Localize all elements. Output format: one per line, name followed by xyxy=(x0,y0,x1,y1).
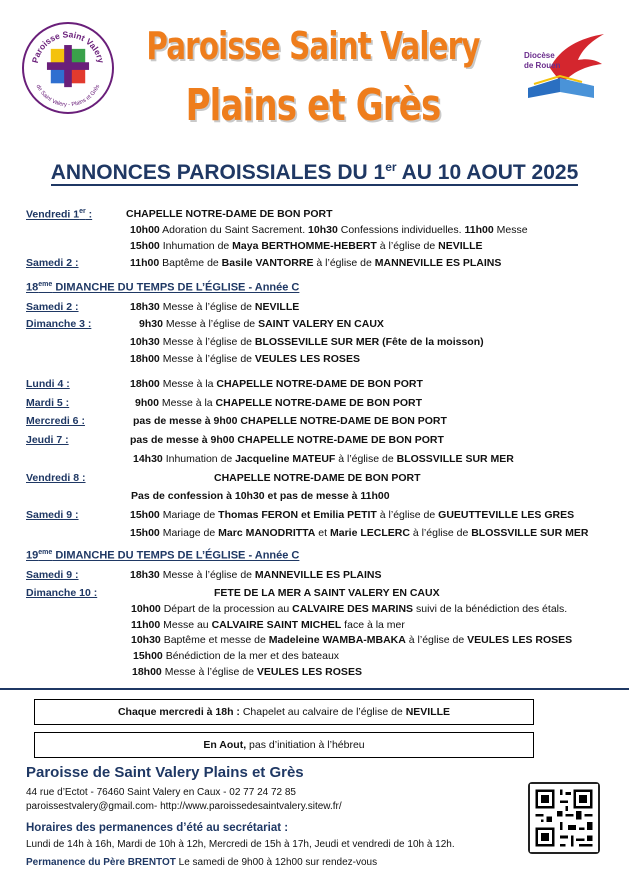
announcement-row xyxy=(0,434,629,449)
footer-title: Paroisse de Saint Valery Plains et Grès xyxy=(26,764,304,781)
box2-text: pas d’initiation à l’hébreu xyxy=(246,739,365,751)
announcement-emphasis: Pas de confession à 10h30 et pas de messe à 11h00 xyxy=(131,490,390,502)
announcement-row xyxy=(0,587,629,602)
parish-logo-icon xyxy=(22,22,114,114)
announcement-emphasis: Thomas FERON et Emilia PETIT xyxy=(218,509,377,521)
announcement-emphasis: CHAPELLE NOTRE-DAME DE BON PORT xyxy=(126,208,333,220)
footer-contact[interactable]: paroissestvalery@gmail.com- http://www.paroissedesaintvalery.sitew.fr/ xyxy=(26,801,342,812)
box1-place: NEVILLE xyxy=(405,706,451,718)
announcement-emphasis: 15h00 xyxy=(130,527,160,539)
announcement-row xyxy=(0,301,629,316)
announcement-emphasis: 9h00 xyxy=(135,397,159,409)
announcement-row xyxy=(0,490,629,505)
announcement-emphasis: 11h00 xyxy=(464,224,494,236)
announcement-plain: face à la mer xyxy=(341,619,405,631)
announcement-emphasis: 9h30 xyxy=(139,318,163,330)
logo-ring-top: Paroisse Saint Valery xyxy=(29,29,107,64)
sunday-number: 19 xyxy=(26,549,39,562)
announcement-emphasis: VEULES LES ROSES xyxy=(256,666,362,678)
announcement-text xyxy=(214,472,421,484)
announcement-emphasis: BLOSSVILLE SUR MER xyxy=(471,527,589,539)
announcement-emphasis: CALVAIRE DES MARINS xyxy=(292,603,414,615)
day-label: Jeudi 7 : xyxy=(26,434,69,446)
page-title-line2: Plains et Grès xyxy=(185,80,441,131)
announcement-row xyxy=(0,397,629,412)
announcement-headline xyxy=(0,160,629,185)
announcement-emphasis: 15h00 xyxy=(130,509,160,521)
announcement-emphasis: 10h30 xyxy=(308,224,338,236)
announcement-plain: Mariage de xyxy=(159,527,219,539)
headline-post: AU 10 AOUT 2025 xyxy=(396,161,579,184)
announcement-emphasis: 18h30 xyxy=(130,301,160,313)
announcement-emphasis: MANNEVILLE ES PLAINS xyxy=(374,257,502,269)
announcement-row xyxy=(0,415,629,430)
announcement-emphasis: 11h00 xyxy=(131,619,161,631)
announcement-text xyxy=(132,666,362,678)
announcement-plain: Bénédiction de la mer et des bateaux xyxy=(162,650,340,662)
announcement-plain: Baptême de xyxy=(159,257,222,269)
announcement-emphasis: FETE DE LA MER A SAINT VALERY EN CAUX xyxy=(214,587,440,599)
announcement-plain: Messe à l’église de xyxy=(159,569,255,581)
announcement-plain: Messe à l’église de xyxy=(159,336,255,348)
logo-ring-bottom: de Saint Valery - Plains et Grès xyxy=(34,83,102,109)
footer-priest-bold: Permanence du Père BRENTOT xyxy=(26,857,176,868)
announcement-row xyxy=(0,603,629,618)
announcement-text xyxy=(126,208,333,220)
announcement-plain: à l’église de xyxy=(405,634,468,646)
announcement-plain: Messe à l’église de xyxy=(159,353,255,365)
announcement-row xyxy=(0,208,629,223)
sunday-rest: DIMANCHE DU TEMPS DE L’ÉGLISE - Année C xyxy=(52,281,300,294)
announcement-row xyxy=(0,509,629,524)
announcement-emphasis: 10h00 xyxy=(131,603,161,615)
announcement-emphasis: MANNEVILLE ES PLAINS xyxy=(254,569,382,581)
sunday-sup: eme xyxy=(38,549,53,556)
headline-sup: er xyxy=(385,160,397,174)
footer-priest-text: Le samedi de 9h00 à 12h00 sur rendez-vous xyxy=(175,857,378,868)
announcement-emphasis: NEVILLE xyxy=(438,240,483,252)
announcement-plain: et xyxy=(315,527,330,539)
announcement-text xyxy=(131,490,390,502)
announcement-emphasis: 10h30 xyxy=(131,634,161,646)
announcement-text xyxy=(130,301,299,313)
announcement-emphasis: Marc MANODRITTA xyxy=(218,527,316,539)
announcement-row xyxy=(0,569,629,584)
announcement-plain: à l’église de xyxy=(409,527,472,539)
announcement-row xyxy=(0,224,629,239)
announcement-emphasis: GUEUTTEVILLE LES GRES xyxy=(438,509,575,521)
sunday-sup: eme xyxy=(38,281,53,288)
announcement-plain: à l’église de xyxy=(313,257,375,269)
announcement-plain: Adoration du Saint Sacrement. xyxy=(159,224,309,236)
announcement-emphasis: Basile VANTORRE xyxy=(221,257,314,269)
svg-text:de Saint Valery - Plains et Gr xyxy=(35,84,102,108)
footer-hours-title: Horaires des permanences d’été au secrétariat : xyxy=(26,822,289,834)
qr-code-icon[interactable] xyxy=(528,782,600,854)
day-label: Lundi 4 : xyxy=(26,378,70,390)
footer-hours: Lundi de 14h à 16h, Mardi de 10h à 12h, Mercredi de 15h à 17h, Jeudi et vendredi de 10h à 12h. xyxy=(26,839,455,850)
announcement-emphasis: BLOSSVILLE SUR MER xyxy=(396,453,514,465)
announcement-text xyxy=(130,257,501,269)
separator xyxy=(0,688,629,690)
announcement-emphasis: 18h30 xyxy=(130,569,160,581)
sunday-number: 18 xyxy=(26,281,39,294)
announcement-row xyxy=(0,650,629,665)
announcement-row xyxy=(0,619,629,634)
announcement-emphasis: SAINT VALERY EN CAUX xyxy=(258,318,384,330)
announcement-plain: suivi de la bénédiction des étals. xyxy=(413,603,568,615)
announcement-emphasis: CHAPELLE NOTRE-DAME DE BON PORT xyxy=(214,472,421,484)
announcement-row xyxy=(0,527,629,542)
announcement-row xyxy=(0,240,629,255)
headline-pre: ANNONCES PAROISSIALES DU 1 xyxy=(50,161,386,184)
footer-address: 44 rue d’Ectot - 76460 Saint Valery en Caux - 02 77 24 72 85 xyxy=(26,787,296,798)
announcement-row xyxy=(0,378,629,393)
announcement-plain: Baptême et messe de xyxy=(160,634,269,646)
day-label: Dimanche 3 : xyxy=(26,318,92,330)
footer-priest xyxy=(26,857,377,868)
announcement-text xyxy=(130,569,382,581)
announcement-plain: Messe à la xyxy=(159,378,217,390)
sunday-heading xyxy=(26,549,299,562)
announcement-text xyxy=(139,318,384,330)
announcement-row xyxy=(0,281,629,296)
announcement-row xyxy=(0,318,629,333)
day-label: Samedi 9 : xyxy=(26,509,79,521)
notice-box-hebrew xyxy=(34,732,534,758)
announcement-emphasis: CHAPELLE NOTRE-DAME DE BON PORT xyxy=(215,397,423,409)
announcement-emphasis: pas de messe à 9h00 CHAPELLE NOTRE-DAME DE BON PORT xyxy=(130,434,444,446)
announcement-text xyxy=(130,509,574,521)
announcement-row xyxy=(0,634,629,649)
diocese-dove-icon xyxy=(520,28,606,100)
announcement-plain: Inhumation de xyxy=(159,240,233,252)
announcement-row xyxy=(0,336,629,351)
diocese-label-line2: de Rouen xyxy=(524,61,561,70)
announcement-plain: Confessions individuelles. xyxy=(337,224,465,236)
announcement-plain: à l’église de xyxy=(376,240,439,252)
announcement-row xyxy=(0,472,629,487)
announcement-plain: Messe à l’église de xyxy=(159,301,255,313)
announcement-plain: Départ de la procession au xyxy=(160,603,293,615)
announcement-emphasis: 18h00 xyxy=(130,378,160,390)
announcement-row xyxy=(0,453,629,468)
announcement-emphasis: pas de messe à 9h00 CHAPELLE NOTRE-DAME DE BON PORT xyxy=(133,415,447,427)
announcement-emphasis: 15h00 xyxy=(130,240,160,252)
announcement-row xyxy=(0,666,629,681)
announcement-emphasis: NEVILLE xyxy=(254,301,300,313)
day-label: Samedi 2 : xyxy=(26,301,79,313)
announcement-text xyxy=(133,453,514,465)
diocese-label-line1: Diocèse xyxy=(524,51,555,60)
announcement-plain: à l’église de xyxy=(376,509,439,521)
announcement-text xyxy=(131,619,405,631)
announcement-emphasis: VEULES LES ROSES xyxy=(254,353,360,365)
announcement-text xyxy=(130,378,423,390)
announcement-text xyxy=(214,587,440,599)
announcement-emphasis: CALVAIRE SAINT MICHEL xyxy=(211,619,342,631)
day-label: Vendredi 1er : xyxy=(26,208,93,221)
announcement-text xyxy=(135,397,422,409)
announcement-plain: à l’église de xyxy=(335,453,397,465)
announcement-text xyxy=(133,415,447,427)
announcement-text xyxy=(130,353,360,365)
announcement-row xyxy=(0,353,629,368)
announcement-plain: Messe xyxy=(493,224,528,236)
announcement-emphasis: 11h00 xyxy=(130,257,160,269)
day-label: Samedi 2 : xyxy=(26,257,79,269)
announcement-emphasis: 10h00 xyxy=(130,224,160,236)
announcement-text xyxy=(130,336,484,348)
announcement-emphasis: Marie LECLERC xyxy=(329,527,410,539)
announcement-emphasis: 18h00 xyxy=(130,353,160,365)
day-label: Samedi 9 : xyxy=(26,569,79,581)
announcement-emphasis: 18h00 xyxy=(132,666,162,678)
announcement-emphasis: 15h00 xyxy=(133,650,163,662)
announcement-text xyxy=(130,224,528,236)
day-label: Vendredi 8 : xyxy=(26,472,86,484)
box1-bold: Chaque mercredi à 18h : xyxy=(117,706,240,718)
box1-text: Chapelet au calvaire de l’église de xyxy=(239,706,406,718)
box2-bold: En Aout, xyxy=(203,739,247,751)
announcement-emphasis: VEULES LES ROSES xyxy=(467,634,573,646)
announcement-plain: Inhumation de xyxy=(162,453,236,465)
announcement-text xyxy=(131,603,567,615)
announcement-emphasis: 10h30 xyxy=(130,336,160,348)
announcement-plain: Messe à la xyxy=(158,397,216,409)
announcement-plain: Messe au xyxy=(160,619,212,631)
announcement-row xyxy=(0,549,629,564)
announcement-plain: Mariage de xyxy=(159,509,219,521)
announcement-text xyxy=(133,650,339,662)
day-label: Mardi 5 : xyxy=(26,397,70,409)
announcement-row xyxy=(0,257,629,272)
announcement-emphasis: CHAPELLE NOTRE-DAME DE BON PORT xyxy=(216,378,423,390)
page-title-line1: Paroisse Saint Valery xyxy=(146,24,480,68)
announcement-text xyxy=(131,634,572,646)
notice-box-rosary xyxy=(34,699,534,725)
sunday-rest: DIMANCHE DU TEMPS DE L’ÉGLISE - Année C xyxy=(52,549,300,562)
announcement-text xyxy=(130,434,444,446)
announcement-emphasis: Jacqueline MATEUF xyxy=(235,453,336,465)
announcement-plain: Messe à l’église de xyxy=(161,666,257,678)
announcement-plain: Messe à l’église de xyxy=(162,318,259,330)
announcement-emphasis: Madeleine WAMBA-MBAKA xyxy=(268,634,406,646)
announcement-text xyxy=(130,240,483,252)
announcement-text xyxy=(130,527,588,539)
sunday-heading xyxy=(26,281,299,294)
announcement-emphasis: BLOSSEVILLE SUR MER (Fête de la moisson) xyxy=(254,336,484,348)
day-label: Dimanche 10 : xyxy=(26,587,98,599)
announcement-emphasis: 14h30 xyxy=(133,453,163,465)
announcement-emphasis: Maya BERTHOMME-HEBERT xyxy=(232,240,377,252)
day-label: Mercredi 6 : xyxy=(26,415,85,427)
